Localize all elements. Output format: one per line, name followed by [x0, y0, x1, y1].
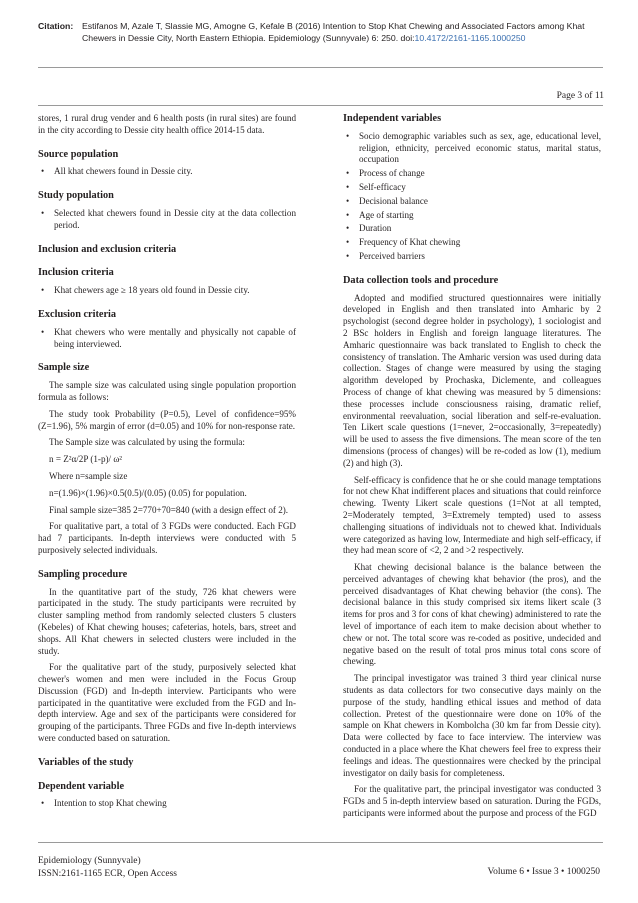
right-column: [343, 113, 601, 825]
source-population-heading: Source population: [38, 148, 119, 160]
bullet-icon: •: [41, 166, 45, 177]
sample-size-final: Final sample size=385 2=770+70=840 (with a design effect of 2).: [49, 504, 289, 515]
footer-journal: [38, 855, 177, 881]
inclusion-exclusion-heading: Inclusion and exclusion criteria: [38, 243, 177, 255]
list-item: • Perceived barriers: [346, 250, 425, 261]
variables-heading: Variables of the study: [38, 756, 134, 768]
list-item: • Duration: [346, 223, 392, 234]
list-item: • Socio demographic variables such as sex, age, educational level, religion, ethnicity, perceived economic status, marital status, occupation: [346, 130, 601, 165]
source-population-list: [38, 166, 296, 178]
list-item: • Self-efficacy: [346, 181, 406, 192]
inclusion-list: [38, 285, 296, 297]
bullet-icon: •: [41, 798, 45, 809]
list-item: • Intention to stop Khat chewing: [41, 798, 167, 809]
sampling-heading: Sampling procedure: [38, 568, 128, 580]
bullet-icon: •: [41, 207, 45, 218]
bullet-icon: •: [41, 326, 45, 337]
bullet-icon: •: [346, 195, 350, 206]
list-item: • Age of starting: [346, 209, 414, 220]
left-column: [38, 113, 296, 814]
qualitative-paragraph: For qualitative part, a total of 3 FGDs were conducted. Each FGD had 7 participants. In-depth interviews were conducted with 5 purposively selected individuals.: [38, 521, 296, 555]
bullet-icon: •: [346, 181, 350, 192]
bullet-icon: •: [346, 209, 350, 220]
data-collection-paragraph: For the qualitative part, the principal investigator was conducted 3 FGDs and 5 in-depth interview based on saturation. During the FGDs, participants were informed about the purpose and process of the FGD: [343, 784, 601, 819]
sample-size-calc: n=(1.96)×(1.96)×0.5(0.5)/(0.05) (0.05) for population.: [49, 487, 247, 498]
list-item: • Frequency of Khat chewing: [346, 237, 461, 248]
citation: [38, 20, 603, 44]
bullet-icon: •: [346, 223, 350, 234]
sampling-paragraph: For the qualitative part of the study, purposively selected khat chewer's women and men were included in the Focus Group Discussion (FGD) and In-depth interview. Participants who were participated in the quantitative were excluded from the FGD and In-depth interview. Age and sex of the participants were considered for grouping of the participants. Three FGDs and five In-depth interviews were conducted based on saturation.: [38, 662, 296, 744]
citation-label: Citation:: [38, 21, 74, 31]
data-collection-paragraph: The principal investigator was trained 3 third year clinical nurse students as data collectors for two consecutive days mainly on the purpose of the study, handling ethical issues and method of data collection. Pretest of the questionnaire were done on 10% of the sample on Khat chewers in Kombolcha (30 km far from Dessie city). Data were collected by face to face interview. The interview was conducted in a place where the Khat chewers feel free to express their feelings and ideas. The questionnaires were checked by the principal investigator on daily basis for completeness.: [343, 673, 601, 778]
exclusion-heading: Exclusion criteria: [38, 308, 117, 320]
list-item: • Khat chewers who were mentally and physically not capable of being interviewed.: [41, 326, 296, 349]
intro-paragraph: stores, 1 rural drug vender and 6 health posts (in rural sites) are found in the city according to Dessie city health office 2014-15 data.: [38, 113, 296, 135]
page-number-rule: [38, 105, 603, 106]
study-population-list: [38, 208, 296, 232]
sample-size-where: Where n=sample size: [49, 470, 128, 481]
sample-size-paragraph: The sample size was calculated using single population proportion formula as follows:: [38, 380, 296, 402]
header-rule: [38, 67, 603, 68]
bullet-icon: •: [41, 285, 45, 296]
sample-size-heading: Sample size: [38, 362, 90, 374]
bullet-icon: •: [346, 237, 350, 248]
footer-volume: Volume 6 • Issue 3 • 1000250: [487, 867, 600, 877]
page-number: Page 3 of 11: [556, 91, 604, 101]
list-item: • Decisional balance: [346, 195, 428, 206]
doi-link[interactable]: 10.4172/2161-1165.1000250: [414, 33, 526, 43]
independent-list: [343, 131, 601, 263]
data-collection-heading: Data collection tools and procedure: [343, 274, 499, 286]
list-item: • Khat chewers age ≥ 18 years old found in Dessie city.: [41, 285, 250, 296]
footer-rule: [38, 842, 603, 843]
study-population-heading: Study population: [38, 190, 114, 202]
dependent-variable-heading: Dependent variable: [38, 780, 125, 792]
journal-name: Epidemiology (Sunnyvale): [38, 856, 141, 866]
data-collection-paragraph: Khat chewing decisional balance is the balance between the perceived advantages of chewing khat behavior (the pros), and the perceived disadvantages of Khat chewing behavior (the cons). The decisional balance in this study comprised six items likert scale (3 items for pros and 3 for cons of khat chewing) administered to rate the level of importance of each item to make decision about whether to chew or not. The total score was re-coded as positive, undecided and negative based on the result of total pros minus total cons score of chewing.: [343, 562, 601, 667]
journal-issn: ISSN:2161-1165 ECR, Open Access: [38, 869, 177, 879]
bullet-icon: •: [346, 250, 350, 261]
list-item: • Selected khat chewers found in Dessie city at the data collection period.: [41, 207, 296, 230]
list-item: • Process of change: [346, 168, 425, 179]
exclusion-list: [38, 327, 296, 351]
inclusion-heading: Inclusion criteria: [38, 267, 114, 279]
sample-size-formula: n = Z²α/2P (1-p)/ ω²: [49, 454, 123, 465]
sample-size-paragraph: The Sample size was calculated by using the formula:: [49, 437, 245, 448]
independent-variables-heading: Independent variables: [343, 113, 442, 124]
list-item: • All khat chewers found in Dessie city.: [41, 166, 193, 177]
bullet-icon: •: [346, 168, 350, 179]
dependent-list: [38, 798, 296, 810]
sampling-paragraph: In the quantitative part of the study, 726 khat chewers were participated in the study. The study participants were recruited by cluster sampling method from randomly selected clusters 5 clusters (Kebeles) of Khat chewing houses; cafeterias, hotels, bars, street and shops. All Khat chewers in selected clusters were included in the study.: [38, 586, 296, 656]
citation-text: Estifanos M, Azale T, Slassie MG, Amogne G, Kefale B (2016) Intention to Stop Khat Chewing and Associated Factors among Khat Chewers in Dessie City, North Eastern Ethiopia. Epidemiology (Sunnyvale) 6: 250. doi:: [82, 21, 585, 43]
sample-size-paragraph: The study took Probability (P=0.5), Level of confidence=95% (Z=1.96), 5% margin of error (d=0.05) and 10% for non-response rate.: [38, 408, 296, 431]
bullet-icon: •: [346, 130, 350, 141]
data-collection-paragraph: Self-efficacy is confidence that he or she could manage temptations for not chew Khat indifferent places and situations that could reinforce chewing. Twenty Likert scale questions (1=Not at all tempted, 2=Moderately tempted, 3=Extremely tempted) used to assess challenging situations of individuals not to chewed khat. Individuals were categorized as having low, Intermediate and high self-efficacy, if they had mean score of <2, 2 and >2 respectively.: [343, 474, 601, 556]
data-collection-paragraph: Adopted and modified structured questionnaires were initially developed in English and then translated into Amharic by 2 psychologist (second degree holder in psychology), 1 sociologist and 2 BSc holders in English and foreign language literatures. The Amharic questionnaire was back translated to English to check the consistency of translation. The Amharic version was used during data collection. Stages of change were measured by using the staging algorithm developed by Prochaska, Diclemente, and colleagues Process of change of khat chewing was measured by 5 dimensions: these processes include consciousness raising, dramatic relief, environmental reevaluation, social liberation and self-re-evaluation. Ten Likert scale questions (1=never, 2=occasionally, 3=repeatedly) will be used to assess the five dimensions. The mean score of the ten dimensions (process of changes) will be re-coded as low (1), medium (2) and high (3).: [343, 292, 601, 468]
